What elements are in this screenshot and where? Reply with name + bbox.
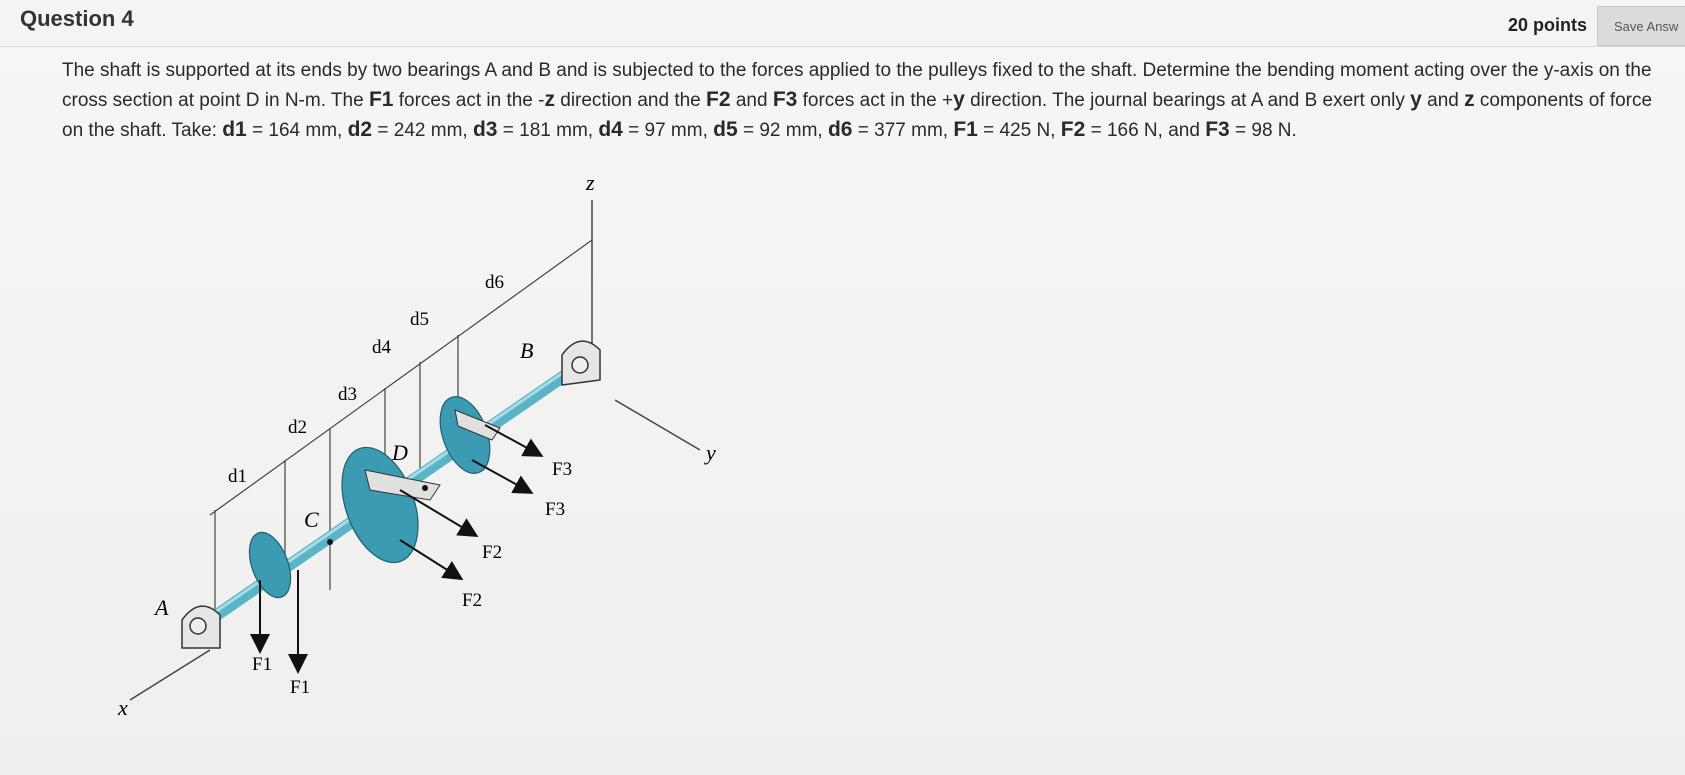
label-d4: d4 xyxy=(372,337,391,358)
given-f3: F3 = 98 N. xyxy=(1205,118,1297,141)
label-d3: d3 xyxy=(338,384,357,405)
question-header xyxy=(0,0,1685,47)
point-d xyxy=(422,485,428,491)
question-and: and xyxy=(735,90,768,111)
given-d4: d4 = 97 mm, xyxy=(598,118,708,141)
label-f2a: F2 xyxy=(482,542,503,563)
given-d1: d1 = 164 mm, xyxy=(222,118,343,141)
label-z: z xyxy=(586,170,595,195)
label-b: B xyxy=(520,338,534,363)
symbol-z: z xyxy=(544,88,555,111)
label-f2b: F2 xyxy=(462,590,483,611)
label-c: C xyxy=(304,507,319,532)
symbol-y2: y xyxy=(1410,88,1422,111)
label-f1a: F1 xyxy=(252,654,273,675)
question-part6: components of force on the shaft. Take: xyxy=(62,90,1653,141)
bearing-a xyxy=(182,606,220,648)
question-text xyxy=(62,56,1662,145)
given-d6: d6 = 377 mm, xyxy=(827,118,949,141)
label-d6: d6 xyxy=(485,272,504,293)
question-part2: forces act in the - xyxy=(398,90,545,111)
points-label: 20 points xyxy=(1508,15,1588,35)
shaft-diagram xyxy=(100,170,750,770)
bearing-b xyxy=(562,341,600,385)
symbol-f2: F2 xyxy=(706,88,731,111)
point-c xyxy=(327,539,333,545)
label-d2: d2 xyxy=(288,417,307,438)
label-a: A xyxy=(155,595,169,620)
label-f1b: F1 xyxy=(290,677,311,698)
label-f3b: F3 xyxy=(545,499,566,520)
label-y: y xyxy=(706,440,716,465)
symbol-z2: z xyxy=(1464,88,1475,111)
label-d5: d5 xyxy=(410,309,429,330)
given-d5: d5 = 92 mm, xyxy=(713,118,823,141)
save-answer-button[interactable]: Save Answ xyxy=(1597,6,1685,46)
question-intro: The shaft is supported at its ends by two bearings A and B and is subjected to the forces applied to the pulleys fixed to the shaft. Determine the bending moment acting over the y-axis on the cross section at point D in N-m. The xyxy=(62,60,1652,111)
given-f2: F2 = 166 N, and xyxy=(1060,118,1200,141)
symbol-y: y xyxy=(953,88,965,111)
label-f3a: F3 xyxy=(552,459,573,480)
question-title: Question 4 xyxy=(20,6,134,31)
given-d3: d3 = 181 mm, xyxy=(472,118,594,141)
label-d: D xyxy=(392,440,408,465)
given-f1: F1 = 425 N, xyxy=(953,118,1056,141)
symbol-f3: F3 xyxy=(772,88,798,111)
question-and2: and xyxy=(1427,90,1459,111)
label-d1: d1 xyxy=(228,466,247,487)
question-part4: forces act in the + xyxy=(802,90,954,111)
question-part3: direction and the xyxy=(560,90,701,111)
y-axis-line xyxy=(615,400,700,450)
question-part5: direction. The journal bearings at A and B exert only xyxy=(970,90,1405,111)
label-x: x xyxy=(118,695,128,720)
symbol-f1: F1 xyxy=(368,88,394,111)
x-axis-line xyxy=(130,650,210,700)
given-d2: d2 = 242 mm, xyxy=(347,118,468,141)
